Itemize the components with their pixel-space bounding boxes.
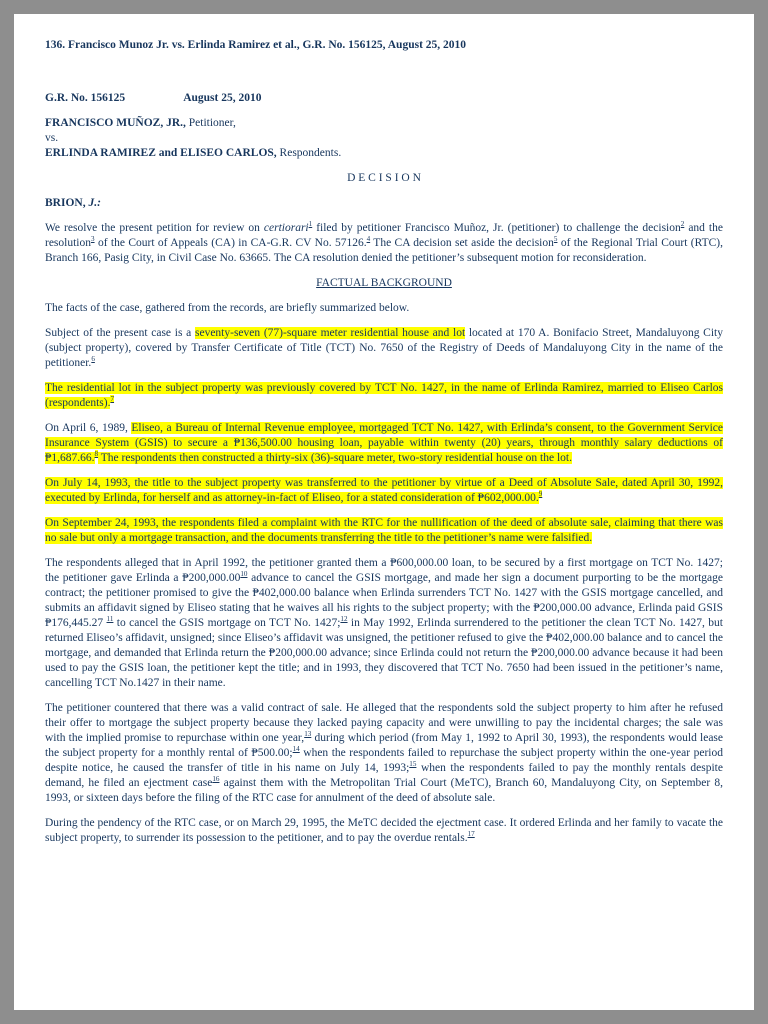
text-run: of the Court of Appeals (CA) in CA-G.R. CV No. 57126. — [94, 237, 367, 249]
paragraph-petitioner-counter — [45, 701, 723, 806]
text-run: The petitioner countered that there was a valid contract of sale. He alleged that the respondents sold the subject property to him after he refused their offer to mortgage the subject property because they lacked paying capacity and were unwilling to pay the incidental charges; the sale was with the implied promise to repurchase within one year, — [45, 702, 723, 744]
footnote-ref[interactable]: 7 — [110, 395, 115, 404]
factual-background-heading — [45, 276, 723, 291]
text-run: Petitioner, — [185, 117, 236, 129]
versus-line — [45, 131, 723, 146]
paragraph-title-transfer — [45, 476, 723, 506]
paragraph-gsis-mortgage — [45, 421, 723, 466]
text-run: to cancel the GSIS mortgage on TCT No. 1427; — [113, 617, 341, 629]
text-run: On April 6, 1989, — [45, 422, 132, 434]
text-run: The residential lot in the subject property was previously covered by TCT No. 1427, in the name of Erlinda Ramirez, married to Eliseo Carlos (respondents). — [45, 382, 723, 409]
paragraph-rtc-complaint — [45, 516, 723, 546]
decision-heading — [45, 171, 723, 186]
paragraph-ejectment-decision — [45, 816, 723, 846]
footnote-ref[interactable]: 5 — [553, 235, 558, 244]
text-run: The CA decision set aside the decision — [370, 237, 554, 249]
text-run: The facts of the case, gathered from the records, are briefly summarized below. — [45, 302, 410, 314]
paragraph-respondents-allegations — [45, 556, 723, 691]
footnote-ref[interactable]: 3 — [91, 235, 95, 244]
text-run: August 25, 2010 — [183, 92, 262, 104]
footnote-ref[interactable]: 16 — [212, 775, 220, 784]
text-run: Subject of the present case is a — [45, 327, 195, 339]
document-page — [14, 14, 754, 1010]
text-run: during which period (from May 1, 1992 to April 30, 1993), the respondents would lease the subject property for a monthly rental of ₱500.00; — [45, 732, 724, 759]
text-run: and the resolution — [45, 222, 723, 249]
footnote-ref[interactable]: 11 — [106, 615, 114, 624]
paragraph-residential-lot — [45, 381, 723, 411]
ponente-line — [45, 196, 723, 211]
text-run: The respondents then constructed a thirty-six (36)-square meter, two-story residential house on the lot. — [98, 452, 572, 464]
text-run: BRION, — [45, 197, 89, 209]
footnote-ref[interactable]: 12 — [340, 615, 348, 624]
footnote-ref[interactable]: 15 — [409, 760, 417, 769]
footnote-ref[interactable]: 4 — [366, 235, 371, 244]
text-run: Eliseo, a Bureau of Internal Revenue employee, mortgaged TCT No. 1427, with Erlinda’s consent, to the Government Service Insurance System (GSIS) to secure a ₱136,500.00 housing loan, payable within twenty (20) years, through monthly salary deductions of ₱1,687.66. — [45, 422, 723, 464]
text-run: Respondents. — [276, 147, 342, 159]
text-run: 136. Francisco Munoz Jr. vs. Erlinda Ramirez et al., G.R. No. 156125, August 25, 2010 — [45, 39, 467, 51]
text-run: G.R. No. 156125 — [45, 92, 126, 104]
text-run: certiorari — [263, 222, 309, 234]
footnote-ref[interactable]: 1 — [308, 220, 313, 229]
text-run: advance to cancel the GSIS mortgage, and made her sign a document purporting to be the mortgage contract; the petitioner promised to give the ₱402,000.00 balance when Erlinda surrenders TCT No. 1427 with the GSIS mortgage cancelled, and submits an affidavit signed by Eliseo stating that he waives all his rights to the subject property; with the ₱200,000.00 advance, Erlinda paid GSIS ₱176,445.27 — [45, 572, 723, 629]
footnote-ref[interactable]: 14 — [292, 745, 300, 754]
footnote-ref[interactable]: 8 — [94, 450, 99, 459]
case-number-line — [45, 91, 723, 106]
petitioner-line — [45, 116, 723, 131]
text-run: when the respondents failed to repurchase the subject property within the one-year period despite notice, he caused the transfer of title in his name on July 14, 1993; — [45, 747, 723, 774]
text-run: We resolve the present petition for review on — [45, 222, 264, 234]
text-run: FACTUAL BACKGROUND — [316, 277, 452, 289]
paragraph-facts-intro — [45, 301, 723, 316]
text-run: On July 14, 1993, the title to the subject property was transferred to the petitioner by virtue of a Deed of Absolute Sale, dated April 30, 1992, executed by Erlinda, for herself and as attorney-in-fact of Eliseo, for a stated consideration of ₱602,000.00. — [45, 477, 723, 504]
paragraph-intro — [45, 221, 723, 266]
text-run: of the Regional Trial Court (RTC), Branch 166, Pasig City, in Civil Case No. 63665. The CA resolution denied the petitioner’s subsequent motion for reconsideration. — [45, 237, 723, 264]
respondents-line — [45, 146, 723, 161]
text-run: when the respondents failed to pay the monthly rentals despite demand, he filed an ejectment case — [45, 762, 723, 789]
text-run: vs. — [45, 132, 59, 144]
document-title — [45, 38, 723, 53]
text-run: The respondents alleged that in April 1992, the petitioner granted them a ₱600,000.00 loan, to be secured by a first mortgage on TCT No. 1427; the petitioner gave Erlinda a ₱200,000.00 — [45, 557, 723, 584]
paragraph-subject-property — [45, 326, 723, 371]
footnote-ref[interactable]: 13 — [304, 730, 312, 739]
text-run: against them with the Metropolitan Trial Court (MeTC), Branch 60, Mandaluyong City, on September 8, 1993, or sixteen days before the filing of the RTC case for annulment of the deed of absolute sale. — [45, 777, 724, 804]
text-run: J.: — [88, 197, 101, 209]
text-run: During the pendency of the RTC case, or on March 29, 1995, the MeTC decided the ejectment case. It ordered Erlinda and her family to vacate the subject property, to surrender its possession to the petitioner, and to pay the overdue rentals. — [45, 817, 723, 844]
text-run: seventy-seven (77)-square meter residential house and lot — [194, 327, 466, 339]
text-run: filed by petitioner Francisco Muñoz, Jr. (petitioner) to challenge the decision — [312, 222, 681, 234]
footnote-ref[interactable]: 10 — [240, 570, 248, 579]
footnote-ref[interactable]: 17 — [467, 830, 475, 839]
footnote-ref[interactable]: 9 — [538, 490, 543, 499]
footnote-ref[interactable]: 2 — [680, 220, 685, 229]
text-run: D E C I S I O N — [347, 172, 421, 184]
text-run: ERLINDA RAMIREZ and ELISEO CARLOS, — [45, 147, 277, 159]
text-run: On September 24, 1993, the respondents filed a complaint with the RTC for the nullification of the deed of absolute sale, claiming that there was no sale but only a mortgage transaction, and the documents transferring the title to the petitioner’s name were falsified. — [45, 517, 723, 544]
footnote-ref[interactable]: 6 — [91, 355, 95, 364]
text-run: in May 1992, Erlinda surrendered to the petitioner the clean TCT No. 1427, but returned Eliseo’s affidavit, unsigned; since Eliseo’s affidavit was unsigned, the petitioner refused to give the ₱402,000.00 balance and to cancel the mortgage, and demanded that Erlinda return the ₱200,000.00 advance; since Erlinda could not return the ₱200,000.00 advance because it had been used to pay the GSIS loan, the petitioner kept the title; and in 1993, they discovered that TCT No. 7650 had been issued in the petitioner’s name, cancelling TCT No.1427 in their name. — [45, 617, 723, 689]
text-run: located at 170 A. Bonifacio Street, Mandaluyong City (subject property), covered by Transfer Certificate of Title (TCT) No. 7650 of the Registry of Deeds of Mandaluyong City in the name of the petitioner. — [45, 327, 723, 369]
text-run: FRANCISCO MUÑOZ, JR., — [45, 117, 186, 129]
